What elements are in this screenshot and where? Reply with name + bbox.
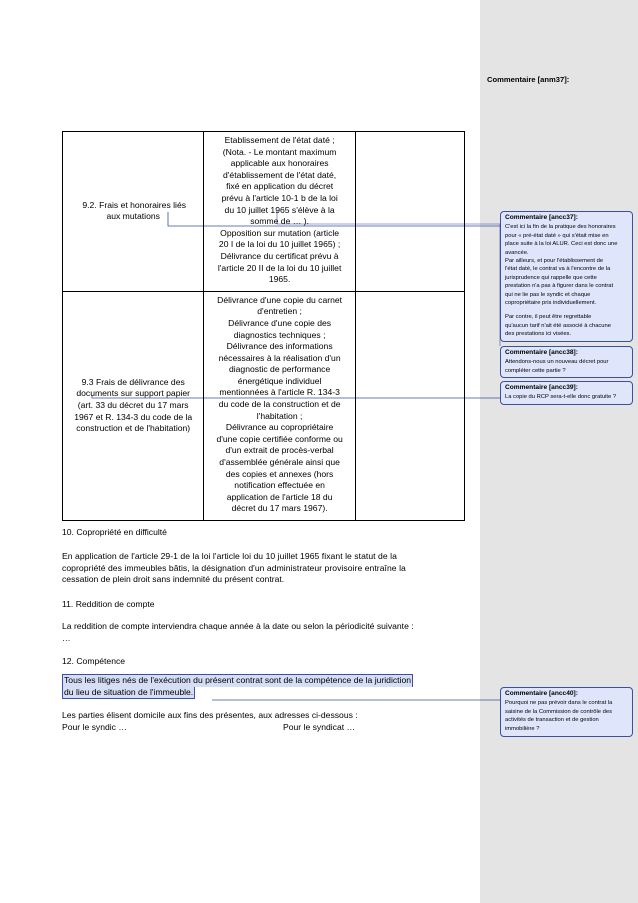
comment-line: Pourquoi ne pas prévoir dans le contrat la bbox=[505, 700, 613, 707]
comment-title: Commentaire [ancc39]: bbox=[505, 384, 578, 391]
content-line: (Nota. - Le montant maximum bbox=[222, 146, 337, 157]
empty-cell bbox=[355, 291, 464, 520]
content-line: 20 I de la loi du 10 juillet 1965) ; bbox=[218, 239, 341, 250]
content-line: d'un extrait de procès-verbal bbox=[225, 445, 334, 456]
pour-syndicat: Pour le syndicat … bbox=[283, 722, 356, 732]
content-line: Opposition sur mutation (article bbox=[220, 227, 340, 238]
content-line: Délivrance d'une copie des bbox=[228, 317, 332, 328]
row-label-line: documents sur support papier bbox=[76, 388, 191, 399]
content-line: du 10 juillet 1965 s'élève à la bbox=[224, 204, 335, 215]
comment-line: activités de transaction et de gestion bbox=[505, 717, 599, 724]
section-12-paragraph bbox=[62, 674, 476, 699]
content-line: d'une copie certifiée conforme ou bbox=[216, 433, 343, 444]
content-line: somme de … ). bbox=[250, 216, 309, 227]
comment-line: saisine de la Commission de contrôle des bbox=[505, 708, 612, 715]
content-line: Délivrance au copropriétaire bbox=[225, 422, 334, 433]
section-10-paragraph bbox=[62, 551, 476, 586]
row-content-cell bbox=[204, 132, 355, 292]
content-line: Délivrance d'une copie du carnet bbox=[217, 294, 343, 305]
row-label-cell bbox=[63, 132, 204, 292]
comment-line: des prestations ici visées. bbox=[505, 331, 572, 338]
content-line: d'entretien ; bbox=[257, 306, 302, 317]
content-line: notification effectuée en bbox=[234, 480, 325, 491]
comment-line: qui ne lie pas le syndic et chaque bbox=[505, 291, 591, 298]
highlighted-line: Tous les litiges nés de l'exécution du présent contrat sont de la compétence de la juridiction bbox=[64, 675, 412, 685]
comment-line: avancée. bbox=[505, 249, 529, 256]
comment-title: Commentaire [ancc38]: bbox=[505, 349, 578, 356]
content-line: l'article 20 II de la loi du 10 juillet bbox=[217, 262, 342, 273]
fees-table bbox=[62, 131, 465, 521]
content-line: application de l'article 18 du bbox=[226, 491, 333, 502]
content-line: applicable aux honoraires bbox=[230, 158, 329, 169]
comment-line: immobilière ? bbox=[505, 725, 540, 732]
row-label-line: 9.3 Frais de délivrance des bbox=[81, 376, 185, 387]
table-row bbox=[63, 291, 465, 520]
section-10-title: 10. Copropriété en difficulté bbox=[62, 527, 167, 537]
row-label-line: 1967 et R. 134-3 du code de la bbox=[74, 411, 193, 422]
table-row bbox=[63, 132, 465, 292]
section-11-paragraph bbox=[62, 621, 476, 644]
content-line: l'habitation ; bbox=[256, 410, 303, 421]
highlighted-line: du lieu de situation de l'immeuble. bbox=[64, 686, 194, 697]
row-label-cell bbox=[63, 291, 204, 520]
paragraph-line: cessation de plein droit sans indemnité du présent contrat. bbox=[62, 574, 285, 585]
content-line: diagnostic de performance bbox=[228, 364, 331, 375]
comment-line: jurisprudence qui rappelle que cette bbox=[505, 274, 597, 281]
paragraph-line: En application de l'article 29-1 de la loi l'article loi du 10 juillet 1965 fixant le statut de la bbox=[62, 551, 397, 561]
content-line: Délivrance des informations bbox=[226, 341, 333, 352]
content-line: prévu à l'article 10-1 b de la loi bbox=[221, 192, 338, 203]
content-line: énergétique individuel bbox=[237, 375, 322, 386]
content-line: diagnostics techniques ; bbox=[233, 329, 326, 340]
content-line: du code de la construction et de bbox=[218, 399, 341, 410]
row-label-line: 9.2. Frais et honoraires liés bbox=[82, 199, 187, 210]
content-line: fixé en application du décret bbox=[226, 181, 334, 192]
content-line: d'assemblée générale ainsi que bbox=[219, 457, 340, 468]
row-label-line: (art. 33 du décret du 17 mars bbox=[77, 400, 189, 411]
margin-comment-heading: Commentaire [anm37]: bbox=[487, 75, 570, 84]
comment-line: compléter cette partie ? bbox=[505, 367, 566, 374]
content-line: 1965. bbox=[268, 274, 291, 285]
comment-line: Attendons-nous un nouveau décret pour bbox=[505, 359, 609, 366]
comment-line: C'est ici la fin de la pratique des honoraires bbox=[505, 224, 616, 231]
comment-box-38[interactable] bbox=[500, 346, 633, 378]
row-label-line: aux mutations bbox=[106, 211, 160, 222]
comment-line: pour « pré-état daté » qui s'était mise en bbox=[505, 232, 609, 239]
section-11-title: 11. Reddition de compte bbox=[62, 599, 155, 609]
signature-line bbox=[62, 722, 476, 734]
paragraph-line: La reddition de compte interviendra chaque année à la date ou selon la périodicité suivante : bbox=[62, 621, 414, 631]
content-line: Délivrance du certificat prévu à bbox=[220, 250, 339, 261]
row-label-line: construction et de l'habitation) bbox=[76, 423, 191, 434]
pour-syndic: Pour le syndic … bbox=[62, 722, 127, 732]
comment-line: l'état daté, le contrat va à l'encontre de la bbox=[505, 266, 611, 273]
comment-line: place suite à la loi ALUR. Ceci est donc une bbox=[505, 241, 618, 248]
comment-line: qu'aucun tarif n'ait été associé à chacune bbox=[505, 322, 611, 329]
content-line: Etablissement de l'état daté ; bbox=[224, 135, 335, 145]
paragraph-line: copropriété des immeubles bâtis, la désignation d'un administrateur provisoire entraîne la bbox=[62, 562, 406, 573]
paragraph-line: … bbox=[62, 632, 71, 643]
comment-box-40[interactable] bbox=[500, 687, 633, 737]
content-line: mentionnées à l'article R. 134-3 bbox=[219, 387, 340, 398]
content-line: d'établissement de l'état daté, bbox=[223, 169, 337, 180]
section-12-title: 12. Compétence bbox=[62, 656, 126, 666]
comment-line: copropriétaire pris individuellement. bbox=[505, 300, 597, 307]
comment-title: Commentaire [ancc40]: bbox=[505, 690, 578, 697]
content-line: nécessaires à la réalisation d'un bbox=[218, 352, 341, 363]
comments-margin bbox=[480, 0, 638, 903]
comment-box-37[interactable] bbox=[500, 211, 633, 342]
content-line: décret du 17 mars 1967). bbox=[231, 503, 328, 514]
content-line: des copies et annexes (hors bbox=[225, 468, 334, 479]
comment-line: prestation n'a pas à figurer dans le contrat bbox=[505, 283, 614, 290]
comment-title: Commentaire [ancc37]: bbox=[505, 214, 578, 221]
comment-line: Par contre, il peut être regrettable bbox=[505, 314, 592, 321]
empty-cell bbox=[355, 132, 464, 292]
row-content-cell bbox=[204, 291, 355, 520]
comment-line: La copie du RCP sera-t-elle donc gratuite ? bbox=[505, 394, 617, 401]
domicile-line: Les parties élisent domicile aux fins des présentes, aux adresses ci-dessous : bbox=[62, 710, 358, 720]
comment-line: Par ailleurs, et pour l'établissement de bbox=[505, 258, 604, 265]
comment-box-39[interactable] bbox=[500, 381, 633, 405]
